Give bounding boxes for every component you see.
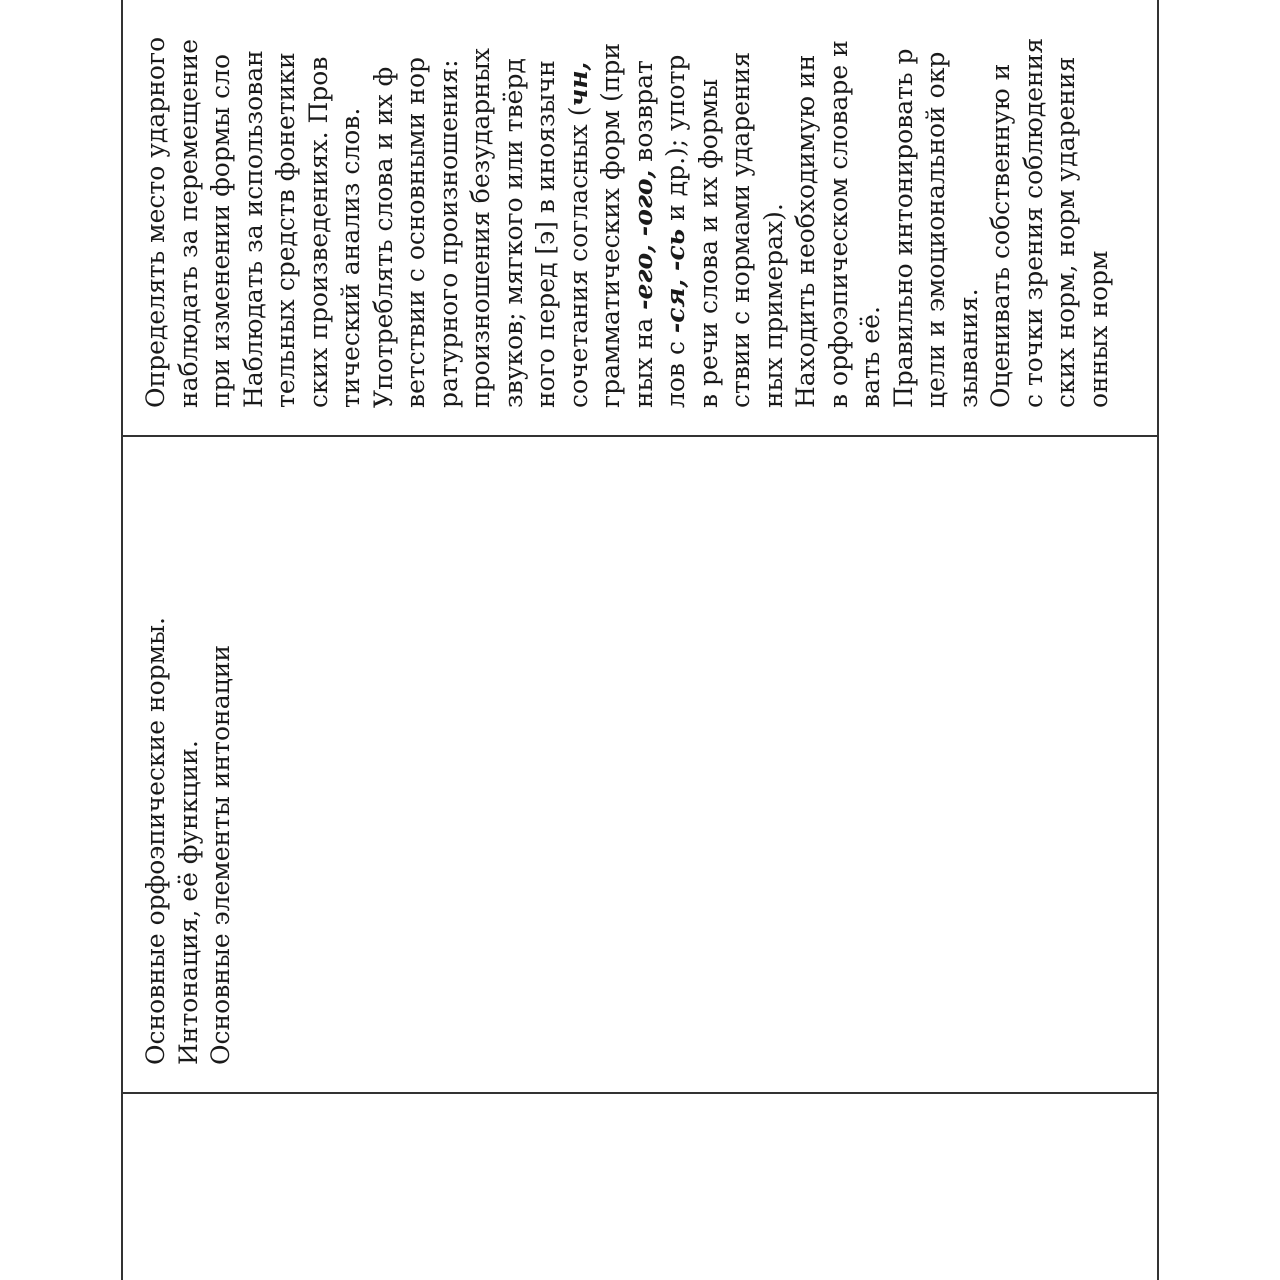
topic-text <box>140 617 238 1065</box>
text-run: ных на <box>628 309 658 408</box>
table-right-border <box>1157 0 1159 1280</box>
text-line: цели и эмоциональной окр <box>921 51 950 408</box>
text-line: Оценивать собственную и <box>986 63 1015 408</box>
emphasis-text: -сь <box>661 228 690 271</box>
text-line: ствии с нормами ударения <box>726 51 755 408</box>
text-line: ских норм, норм ударения <box>1051 56 1080 408</box>
text-line: Определять место ударного <box>141 36 170 408</box>
text-line: звуков; мягкого или твёрд <box>498 58 528 408</box>
text-run: возврат <box>628 60 658 170</box>
text-run: и др.); употр <box>661 54 690 229</box>
text-line: Правильно интонировать р <box>888 48 918 408</box>
table-row-activities <box>123 0 1157 435</box>
text-line: Интонация, её функции. <box>173 740 203 1065</box>
text-run: сочетания согласных ( <box>563 106 593 408</box>
text-line: произношения безударных <box>466 48 495 408</box>
text-line: Основные элементы интонации <box>206 644 235 1065</box>
text-line: вать её. <box>856 306 885 408</box>
text-line: Употреблять слова и их ф <box>368 66 398 408</box>
table-row-empty <box>123 1094 1157 1280</box>
text-line <box>563 37 596 408</box>
text-line <box>628 37 661 408</box>
text-line: ных примерах). <box>758 203 788 408</box>
text-line: зывания. <box>953 288 983 408</box>
table-row-topic <box>123 437 1157 1092</box>
text-line: при изменении формы сло <box>206 53 235 408</box>
emphasis-text: -его, <box>628 244 658 310</box>
emphasis-text: -ого, <box>628 169 658 237</box>
text-line: ветствии с основными нор <box>401 56 430 408</box>
activities-text <box>140 37 1115 408</box>
text-line: ратурного произношения: <box>433 59 463 408</box>
text-line: тельных средств фонетики <box>271 52 300 408</box>
text-line: Находить необходимую ин <box>791 54 820 408</box>
text-run <box>661 271 690 279</box>
text-line: грамматических форм (при <box>596 42 625 408</box>
text-run <box>629 236 658 244</box>
text-line: тический анализ слов. <box>336 107 365 408</box>
text-line: наблюдать за перемещение <box>173 38 203 408</box>
text-line: с точки зрения соблюдения <box>1018 37 1048 408</box>
emphasis-text: чн, <box>563 61 593 107</box>
text-line: Наблюдать за использован <box>238 50 268 408</box>
text-line: ских произведениях. Пров <box>303 56 333 408</box>
text-line: Основные орфоэпические нормы. <box>141 617 170 1065</box>
text-line <box>660 37 693 408</box>
emphasis-text: -ся, <box>661 278 690 334</box>
text-line: в орфоэпическом словаре и <box>823 40 853 408</box>
text-line: ного перед [э] в иноязычн <box>531 60 560 408</box>
text-line: в речи слова и их формы <box>693 78 723 408</box>
text-line: онных норм <box>1083 250 1113 408</box>
text-run: лов с <box>661 333 690 408</box>
